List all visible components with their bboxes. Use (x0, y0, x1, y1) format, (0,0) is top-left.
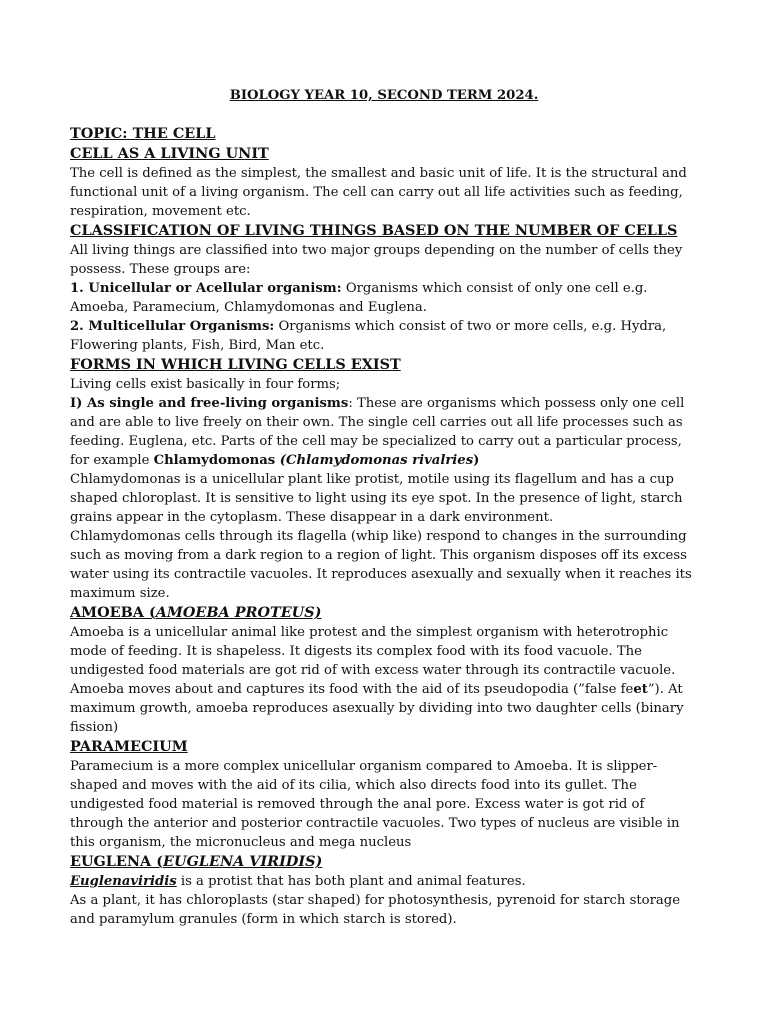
euglena-heading-text: EUGLENA ( (70, 853, 164, 870)
classification-item-1-label: 1. Unicellular or Acellular organism: (70, 281, 342, 296)
cell-unit-paragraph: The cell is defined as the simplest, the smallest and basic unit of life. It is the structural and functional unit of a living organism. The cell can carry out all life activities such as feeding, respiration, movement etc. (70, 166, 687, 219)
topic-heading-text: TOPIC: THE CELL (70, 125, 216, 142)
example-scientific-name: (Chlamydomonas rivalries (279, 453, 474, 468)
chlamydomonas-paragraph-2: Chlamydomonas cells through its flagella (whip like) respond to changes in the surrounding such as moving from a dark region to a region of light. This organism disposes off its excess water using its contractile vacuoles. It reproduces asexually and sexually when it reaches its maximum size. (70, 529, 692, 601)
cell-unit-heading (70, 144, 702, 164)
forms-intro: Living cells exist basically in four forms; (70, 377, 341, 392)
forms-item-1-label: I) As single and free-living organisms (70, 396, 349, 411)
classification-heading-text: CLASSIFICATION OF LIVING THINGS BASED ON THE NUMBER OF CELLS (70, 222, 678, 239)
forms-heading-text: FORMS IN WHICH LIVING CELLS EXIST (70, 356, 401, 373)
classification-item-2 (70, 317, 702, 355)
euglena-paragraph-1 (70, 872, 702, 891)
amoeba-text-bold: et (633, 682, 648, 697)
classification-item-1-text: Organisms which consist of only one cell e.g. Amoeba, Paramecium, Chlamydomonas and Euglena. (70, 281, 648, 315)
amoeba-text-1: Amoeba is a unicellular animal like protest and the simplest organism with heterotrophic mode of feeding. It is shapeless. It digests its complex food with its food vacuole. The undigested food materials are got rid of with excess water through its contractile vacuole. Amoeba moves about and captures its food with the aid of its pseudopodia (”false fe (70, 625, 676, 697)
forms-item-1 (70, 394, 702, 470)
paramecium-paragraph: Paramecium is a more complex unicellular organism compared to Amoeba. It is slipper-shaped and moves with the aid of its cilia, which also directs food into its gullet. The undigested food material is removed through the anal pore. Excess water is got rid of through the anterior and posterior contractile vacuoles. Two types of nucleus are visible in this organism, the micronucleus and mega nucleus (70, 759, 680, 850)
amoeba-text-2: ”). At maximum growth, amoeba reproduces asexually by dividing into two daughter cells (binary fission) (70, 682, 684, 735)
amoeba-heading-scientific: AMOEBA PROTEUS) (155, 604, 322, 621)
amoeba-heading (70, 603, 702, 623)
amoeba-paragraph (70, 623, 702, 737)
classification-item-2-text: Organisms which consist of two or more cells, e.g. Hydra, Flowering plants, Fish, Bird, Man etc. (70, 319, 667, 353)
classification-heading (70, 221, 702, 241)
document-body (70, 124, 702, 929)
euglena-paragraph-2: As a plant, it has chloroplasts (star shaped) for photosynthesis, pyrenoid for starch storage and paramylum granules (form in which starch is stored). (70, 893, 681, 927)
classification-intro: All living things are classified into two major groups depending on the number of cells they possess. These groups are: (70, 243, 683, 277)
topic-heading (70, 124, 702, 144)
paramecium-heading (70, 737, 702, 757)
forms-item-1-text: : These are organisms which possess only one cell and are able to live freely on their own. The single cell carries out all life processes such as feeding. Euglena, etc. Parts of the cell may be specialized to carry out a particular process, for example (70, 396, 685, 468)
chlamydomonas-paragraph-1: Chlamydomonas is a unicellular plant like protist, motile using its flagellum and has a cup shaped chloroplast. It is sensitive to light using its eye spot. In the presence of light, starch grains appear in the cytoplasm. These disappear in a dark environment. (70, 472, 683, 525)
classification-item-1 (70, 279, 702, 317)
classification-item-2-label: 2. Multicellular Organisms: (70, 319, 275, 334)
example-name: Chlamydomonas (153, 453, 280, 468)
amoeba-heading-text: AMOEBA ( (70, 604, 156, 621)
cell-unit-heading-text: CELL AS A LIVING UNIT (70, 145, 269, 162)
euglena-heading-scientific: EUGLENA VIRIDIS) (163, 853, 323, 870)
example-close-paren: ) (473, 453, 480, 468)
paramecium-heading-text: PARAMECIUM (70, 738, 188, 755)
forms-heading (70, 355, 702, 375)
euglena-paragraph-1-text: is a protist that has both plant and animal features. (176, 874, 526, 889)
document-title: BIOLOGY YEAR 10, SECOND TERM 2024. (229, 88, 539, 103)
euglena-species-name: Euglenaviridis (70, 874, 177, 889)
euglena-heading (70, 852, 702, 872)
